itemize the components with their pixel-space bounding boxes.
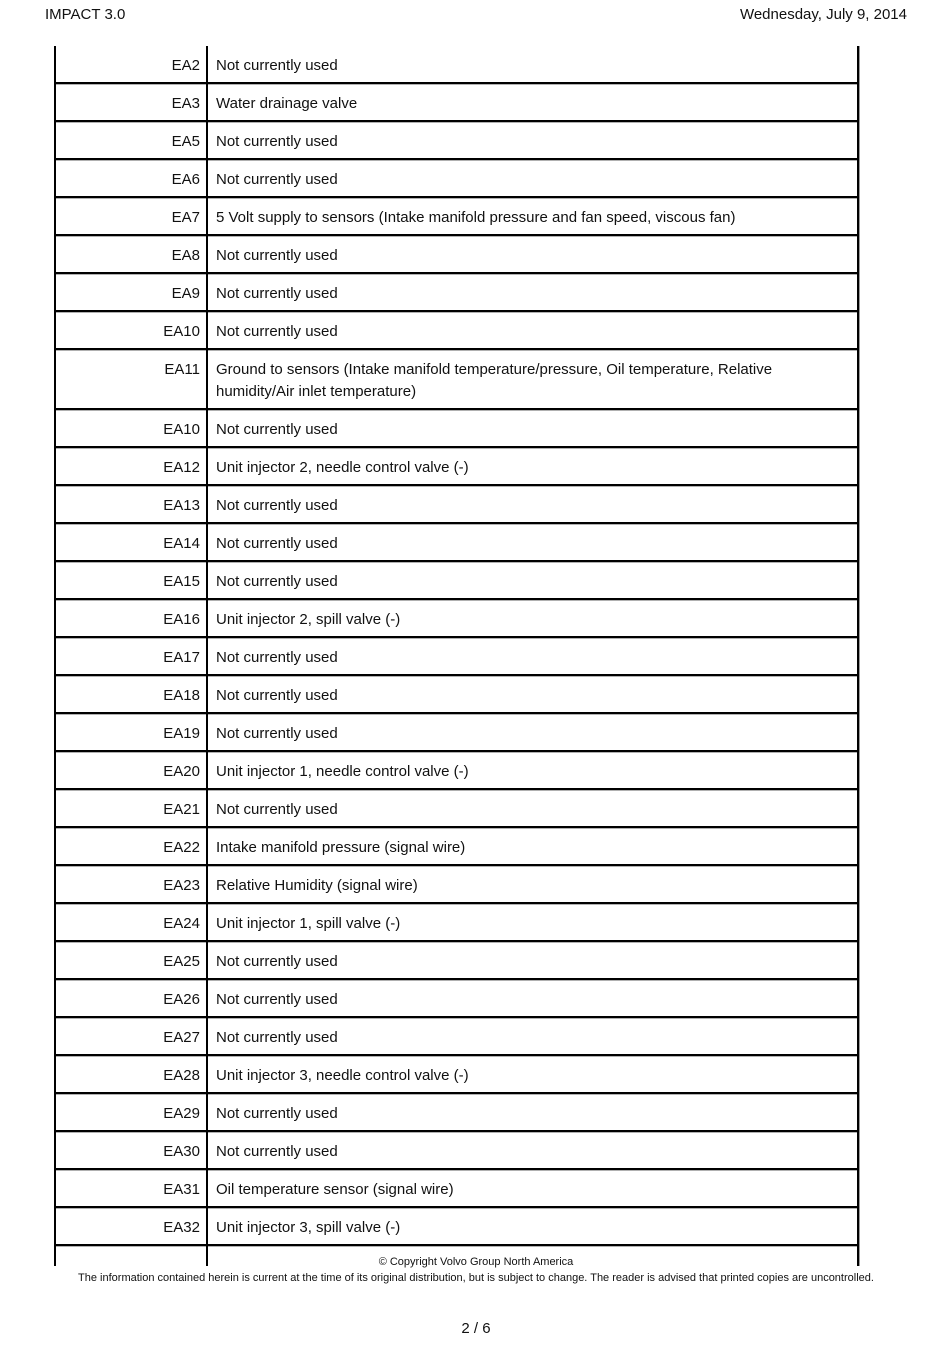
table-row	[56, 312, 857, 350]
function-cell: Unit injector 2, needle control valve (-)	[216, 459, 469, 476]
pin-cell: EA5	[56, 122, 208, 158]
function-cell: Unit injector 3, spill valve (-)	[216, 1219, 401, 1236]
pin-cell: EA2	[56, 46, 208, 82]
table-row	[56, 160, 857, 198]
function-cell: Not currently used	[216, 285, 338, 302]
table-row	[56, 524, 857, 562]
function-cell: Not currently used	[216, 421, 338, 438]
pin-cell: EA29	[56, 1094, 208, 1130]
table-row	[56, 1056, 857, 1094]
pin-cell: EA20	[56, 752, 208, 788]
function-cell: Unit injector 1, spill valve (-)	[216, 915, 401, 932]
pin-cell: EA9	[56, 274, 208, 310]
pin-cell: EA11	[56, 350, 208, 408]
pin-cell: EA27	[56, 1018, 208, 1054]
function-cell: Not currently used	[216, 1143, 338, 1160]
function-cell: Not currently used	[216, 497, 338, 514]
table-row	[56, 562, 857, 600]
pin-cell: EA26	[56, 980, 208, 1016]
function-cell: Unit injector 3, needle control valve (-)	[216, 1067, 469, 1084]
function-cell: 5 Volt supply to sensors (Intake manifold pressure and fan speed, viscous fan)	[216, 209, 736, 226]
app-title: IMPACT 3.0	[45, 6, 126, 23]
pin-cell: EA16	[56, 600, 208, 636]
pin-cell: EA24	[56, 904, 208, 940]
pin-cell: EA7	[56, 198, 208, 234]
table-row	[56, 448, 857, 486]
table-row	[56, 600, 857, 638]
function-cell: Relative Humidity (signal wire)	[216, 877, 418, 894]
table-row	[56, 46, 857, 84]
function-cell: Unit injector 1, needle control valve (-)	[216, 763, 469, 780]
function-cell: Not currently used	[216, 649, 338, 666]
table-row	[56, 1170, 857, 1208]
function-cell: Not currently used	[216, 57, 338, 74]
pin-cell: EA32	[56, 1208, 208, 1244]
table-row	[56, 350, 857, 410]
function-cell: Not currently used	[216, 687, 338, 704]
table-row	[56, 980, 857, 1018]
table-row	[56, 676, 857, 714]
function-cell: Not currently used	[216, 1029, 338, 1046]
table-row	[56, 904, 857, 942]
pin-cell: EA8	[56, 236, 208, 272]
pin-cell: EA6	[56, 160, 208, 196]
table-row	[56, 828, 857, 866]
page-number: 2 / 6	[461, 1320, 491, 1337]
table-row	[56, 714, 857, 752]
pin-cell: EA30	[56, 1132, 208, 1168]
pin-cell: EA17	[56, 638, 208, 674]
pin-cell: EA25	[56, 942, 208, 978]
function-cell: Not currently used	[216, 725, 338, 742]
function-cell: Not currently used	[216, 247, 338, 264]
function-cell: Not currently used	[216, 801, 338, 818]
pin-function-table	[54, 46, 859, 1266]
pin-cell: EA31	[56, 1170, 208, 1206]
table-row	[56, 942, 857, 980]
function-cell: Not currently used	[216, 535, 338, 552]
table-row	[56, 84, 857, 122]
pin-cell: EA13	[56, 486, 208, 522]
pin-cell: EA10	[56, 312, 208, 348]
function-cell: Not currently used	[216, 573, 338, 590]
pin-cell: EA21	[56, 790, 208, 826]
table-row	[56, 638, 857, 676]
function-cell: Water drainage valve	[216, 95, 358, 112]
function-cell: Not currently used	[216, 133, 338, 150]
function-cell: Not currently used	[216, 991, 338, 1008]
function-cell: Not currently used	[216, 323, 338, 340]
table-row	[56, 198, 857, 236]
pin-cell: EA15	[56, 562, 208, 598]
function-cell: Not currently used	[216, 171, 338, 188]
table-row	[56, 122, 857, 160]
function-cell: Ground to sensors (Intake manifold temperature/pressure, Oil temperature, Relative humidity/Air inlet temperature)	[216, 361, 773, 400]
function-cell: Not currently used	[216, 953, 338, 970]
table-row	[56, 1094, 857, 1132]
table-row	[56, 486, 857, 524]
pin-cell: EA22	[56, 828, 208, 864]
pin-cell: EA18	[56, 676, 208, 712]
pin-cell: EA19	[56, 714, 208, 750]
table-row	[56, 274, 857, 312]
table-row	[56, 790, 857, 828]
function-cell: Intake manifold pressure (signal wire)	[216, 839, 466, 856]
table-row	[56, 1018, 857, 1056]
pin-cell: EA10	[56, 410, 208, 446]
table-row	[56, 236, 857, 274]
footer-notice: The information contained herein is current at the time of its original distribution, but is subject to change. The reader is advised that printed copies are uncontrolled.	[78, 1272, 874, 1284]
function-cell: Not currently used	[216, 1105, 338, 1122]
pin-cell: EA23	[56, 866, 208, 902]
function-cell: Oil temperature sensor (signal wire)	[216, 1181, 454, 1198]
function-cell: Unit injector 2, spill valve (-)	[216, 611, 401, 628]
pin-cell: EA12	[56, 448, 208, 484]
pin-cell: EA28	[56, 1056, 208, 1092]
print-date: Wednesday, July 9, 2014	[739, 6, 907, 23]
table-row	[56, 410, 857, 448]
table-row	[56, 866, 857, 904]
table-row	[56, 752, 857, 790]
footer-copyright: © Copyright Volvo Group North America	[378, 1256, 574, 1268]
pin-cell: EA3	[56, 84, 208, 120]
table-row	[56, 1208, 857, 1246]
table-row	[56, 1132, 857, 1170]
pin-cell: EA14	[56, 524, 208, 560]
page-header	[45, 6, 907, 24]
